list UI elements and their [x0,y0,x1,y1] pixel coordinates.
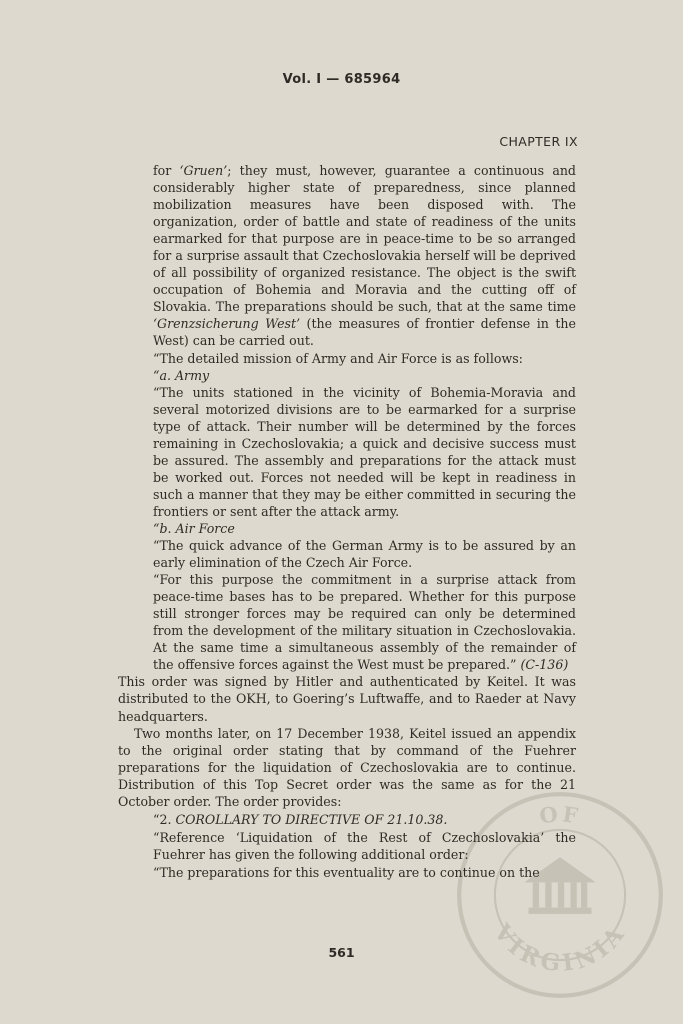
paragraph-6: This order was signed by Hitler and authenticated by Keitel. It was distributed to the OKH, to Goering’s Luftwaffe, and to Raeder at Navy headquarters. [118,674,576,724]
chapter-heading: CHAPTER IX [499,134,578,149]
paragraph-9: “Reference ‘Liquidation of the Rest of Czechoslovakia’ the Fuehrer has given the following additional order: [153,829,576,862]
paragraph-4: “The quick advance of the German Army is to be assured by an early elimination of the Czech Air Force. [153,538,576,571]
svg-text:VIRGINIA [488,918,632,977]
library-stamp-watermark [455,790,665,1000]
paragraph-1: for ‘Gruen’; they must, however, guarantee a continuous and considerably higher state of preparedness, since planned mobilization measures have been disposed with. The organization, order of battle and state of readiness of the units earmarked for that purpose are in peace-time to be so arranged for a surprise assault that Czechoslovakia herself will be deprived of all possibility of organized resistance. The object is the swift occupation of Bohemia and Moravia and the cutting off of Slovakia. The preparations should be such, that at the same time ‘Grenzsicherung West’ (the measures of frontier defense in the West) can be carried out. [153,163,576,349]
stamp-top-text: OF [537,800,583,829]
stamp-bottom-text: VIRGINIA [488,918,632,978]
paragraph-2: “The detailed mission of Army and Air Force is as follows: [153,350,523,366]
paragraph-8: “2. COROLLARY TO DIRECTIVE OF 21.10.38. [153,811,448,827]
paragraph-10: “The preparations for this eventuality are to continue on the [153,864,540,880]
subheading-air-force: “b. Air Force [153,520,235,536]
page-number: 561 [328,945,355,960]
subheading-army: “a. Army [153,367,210,383]
running-head: Vol. I — 685964 [282,72,401,87]
paragraph-7: Two months later, on 17 December 1938, Keitel issued an appendix to the original order stating that by command of the Fuehrer preparations for the liquidation of Czechoslovakia are to continue. Distribution of this Top Secret order was the same as for the 21 October order. The order provides: [118,725,576,809]
paragraph-3: “The units stationed in the vicinity of Bohemia-Moravia and several motorized divisions are to be earmarked for a surprise type of attack. Their number will be determined by the forces remaining in Czechoslovakia; a quick and decisive success must be assured. The assembly and preparations for the attack must be worked out. Forces not needed will be kept in readiness in such a manner that they may be either committed in securing the frontiers or sent after the attack army. [153,384,576,519]
body-text [118,162,576,881]
rotunda-icon [524,857,595,914]
svg-text:OF [538,801,582,829]
paragraph-5: “For this purpose the commitment in a surprise attack from peace-time bases has to be prepared. Whether for this purpose still stronger forces may be required can only be determined from the development of the military situation in Czechoslovakia. At the same time a simultaneous assembly of the remainder of the offensive forces against the West must be prepared.” (C-136) [153,572,576,673]
